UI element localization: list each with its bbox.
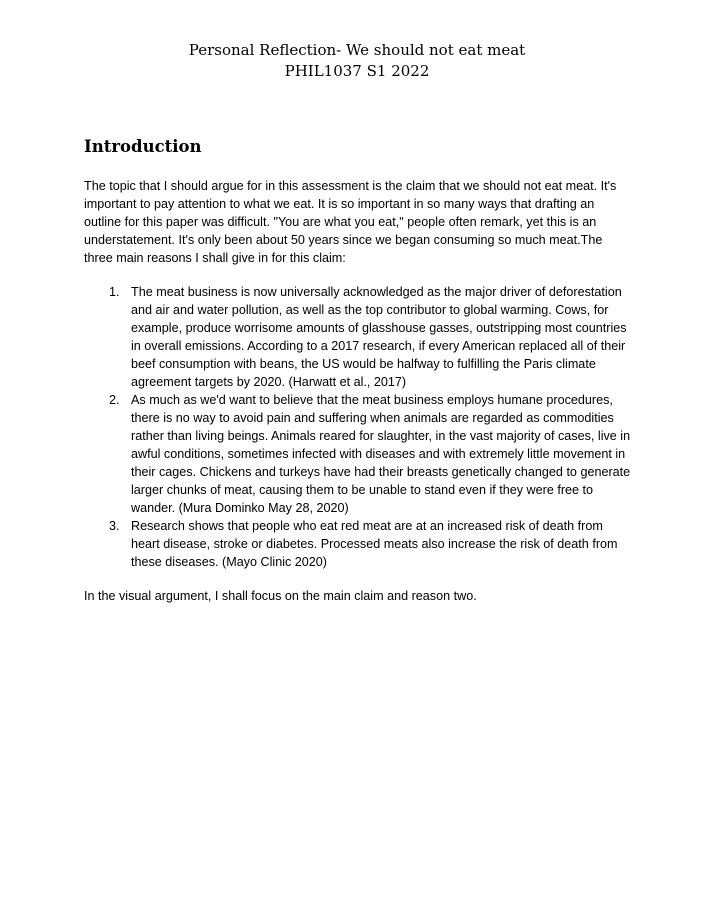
list-item-number: 1. <box>109 285 120 299</box>
list-item-text: Research shows that people who eat red meat are at an increased risk of death from heart disease, stroke or diabetes. Processed meats also increase the risk of death from these diseases. (Mayo Clinic 2020) <box>131 519 618 569</box>
list-item-text: As much as we'd want to believe that the meat business employs humane procedures, there is no way to avoid pain and suffering when animals are regarded as commodities rather than living beings. Animals reared for slaughter, in the vast majority of cases, live in awful conditions, sometimes infected with diseases and with extremely little movement in their cages. Chickens and turkeys have had their breasts genetically changed to generate larger chunks of meat, causing them to be unable to stand even if they were free to wander. (Mura Dominko May 28, 2020) <box>131 393 631 515</box>
course-code: PHIL1037 S1 2022 <box>284 62 430 80</box>
list-item <box>84 517 634 571</box>
list-item <box>84 283 634 391</box>
list-item-number: 2. <box>109 393 120 407</box>
reasons-list <box>84 283 634 571</box>
document-header <box>0 40 714 82</box>
list-item-number: 3. <box>109 519 120 533</box>
document-title: Personal Reflection- We should not eat meat <box>188 41 526 59</box>
list-item-text: The meat business is now universally acknowledged as the major driver of deforestation and air and water pollution, as well as the top contributor to global warming. Cows, for example, produce worrisome amounts of glasshouse gasses, outstripping most countries in overall emissions. According to a 2017 research, if every American replaced all of their beef consumption with beans, the US would be halfway to fulfilling the Paris climate agreement targets by 2020. (Harwatt et al., 2017) <box>131 285 627 389</box>
document-body <box>84 135 634 605</box>
list-item <box>84 391 634 517</box>
closing-paragraph: In the visual argument, I shall focus on the main claim and reason two. <box>84 589 477 603</box>
section-heading: Introduction <box>84 137 202 156</box>
intro-paragraph: The topic that I should argue for in this assessment is the claim that we should not eat meat. It's important to pay attention to what we eat. It is so important in so many ways that drafting an outline for this paper was difficult. "You are what you eat," people often remark, yet this is an understatement. It's only been about 50 years since we began consuming so much meat.The three main reasons I shall give in for this claim: <box>84 179 617 265</box>
